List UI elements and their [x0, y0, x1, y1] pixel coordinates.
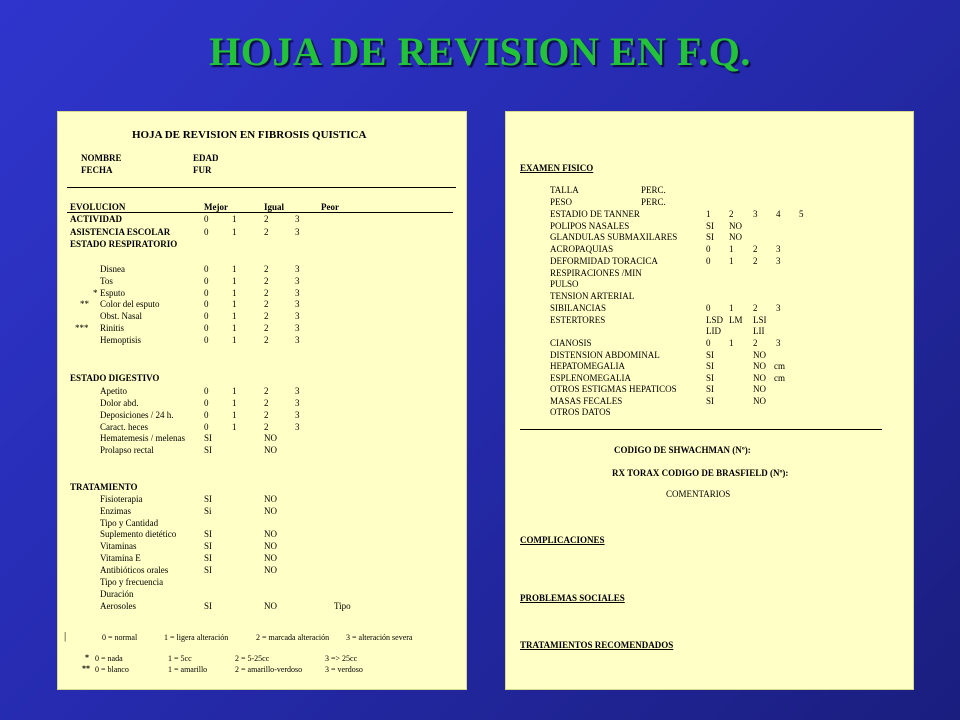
- color-legend-2: 2 = amarillo-verdoso: [235, 665, 303, 674]
- score-0: 0: [204, 323, 209, 333]
- row-label: Hemoptisis: [100, 335, 142, 345]
- score-3: 3: [776, 244, 781, 254]
- no-option: NO: [753, 361, 766, 371]
- score-0: 0: [204, 214, 209, 224]
- row-label: ESPLENOMEGALIA: [550, 373, 631, 383]
- score-1: 1: [232, 276, 237, 286]
- score-2: 2: [264, 227, 269, 237]
- score-1: 1: [232, 410, 237, 420]
- section-heading: EXAMEN FISICO: [520, 163, 594, 173]
- si-option: SI: [204, 445, 213, 455]
- form-sheet-left: [57, 111, 467, 690]
- score-2: 2: [264, 276, 269, 286]
- lobe-lsi: LSI: [753, 315, 767, 325]
- color-legend-3: 3 = verdoso: [325, 665, 363, 674]
- row-label: OTROS ESTIGMAS HEPATICOS: [550, 384, 677, 394]
- row-label: PESO: [550, 197, 573, 207]
- score-3: 3: [776, 338, 781, 348]
- score-2: 2: [264, 335, 269, 345]
- footnote-mark: **: [80, 299, 89, 309]
- no-option: NO: [264, 433, 277, 443]
- score-3: 3: [776, 303, 781, 313]
- score-1: 1: [232, 299, 237, 309]
- score-0: 0: [204, 398, 209, 408]
- score-1: 1: [232, 386, 237, 396]
- divider: [67, 212, 453, 213]
- score-3: 3: [776, 256, 781, 266]
- color-legend-0: 0 = blanco: [95, 665, 129, 674]
- si-option: SI: [706, 373, 715, 383]
- no-option: NO: [264, 445, 277, 455]
- comentarios-label: COMENTARIOS: [666, 489, 731, 499]
- legend-1: 1 = ligera alteración: [164, 633, 229, 642]
- row-label: Prolapso rectal: [100, 445, 154, 455]
- score-2: 2: [264, 323, 269, 333]
- stage-3: 3: [753, 209, 758, 219]
- score-0: 0: [204, 288, 209, 298]
- row-label: POLIPOS NASALES: [550, 221, 630, 231]
- score-0: 0: [204, 386, 209, 396]
- score-2: 2: [264, 264, 269, 274]
- si-option: SI: [706, 396, 715, 406]
- section-heading: COMPLICACIONES: [520, 535, 605, 545]
- row-label: DEFORMIDAD TORACICA: [550, 256, 658, 266]
- lobe-lid: LID: [706, 326, 721, 336]
- row-label: MASAS FECALES: [550, 396, 623, 406]
- score-3: 3: [295, 323, 300, 333]
- score-2: 2: [264, 299, 269, 309]
- row-label: Apetito: [100, 386, 127, 396]
- score-1: 1: [232, 422, 237, 432]
- score-3: 3: [295, 299, 300, 309]
- row-label: Suplemento dietético: [100, 529, 177, 539]
- no-option: NO: [264, 506, 277, 516]
- score-2: 2: [264, 410, 269, 420]
- row-label: Tos: [100, 276, 113, 286]
- score-0: 0: [706, 303, 711, 313]
- row-label: OTROS DATOS: [550, 407, 611, 417]
- score-0: 0: [706, 338, 711, 348]
- score-0: 0: [706, 244, 711, 254]
- margin-bar: |: [64, 630, 67, 642]
- si-option: SI: [706, 361, 715, 371]
- row-label: Esputo: [100, 288, 126, 298]
- no-option: NO: [753, 396, 766, 406]
- score-1: 1: [729, 338, 734, 348]
- score-3: 3: [295, 311, 300, 321]
- row-label: ESTERTORES: [550, 315, 606, 325]
- row-label: Disnea: [100, 264, 125, 274]
- row-label: SIBILANCIAS: [550, 303, 607, 313]
- score-2: 2: [753, 303, 758, 313]
- score-3: 3: [295, 288, 300, 298]
- score-2: 2: [753, 338, 758, 348]
- stage-1: 1: [706, 209, 711, 219]
- si-option: SI: [204, 601, 213, 611]
- stage-4: 4: [776, 209, 781, 219]
- score-2: 2: [264, 422, 269, 432]
- section-heading: ESTADO RESPIRATORIO: [70, 239, 178, 249]
- score-1: 1: [729, 244, 734, 254]
- row-label: HEPATOMEGALIA: [550, 361, 626, 371]
- no-option: NO: [264, 494, 277, 504]
- cm-unit: cm: [774, 361, 785, 371]
- score-0: 0: [204, 264, 209, 274]
- score-3: 3: [295, 398, 300, 408]
- section-heading: TRATAMIENTO: [70, 482, 138, 492]
- edad-label: EDAD: [193, 153, 219, 163]
- row-label: ASISTENCIA ESCOLAR: [70, 227, 171, 237]
- section-heading: ESTADO DIGESTIVO: [70, 373, 160, 383]
- si-option: Si: [204, 506, 212, 516]
- esputo-legend-1: 1 = 5cc: [168, 654, 192, 663]
- si-option: SI: [706, 384, 715, 394]
- score-3: 3: [295, 410, 300, 420]
- col-evolucion: EVOLUCION: [70, 202, 126, 212]
- row-label: Vitaminas: [100, 541, 137, 551]
- score-1: 1: [232, 398, 237, 408]
- score-3: 3: [295, 335, 300, 345]
- section-heading: PROBLEMAS SOCIALES: [520, 593, 625, 603]
- row-label: TENSION ARTERIAL: [550, 291, 635, 301]
- row-label: Caract. heces: [100, 422, 148, 432]
- esputo-legend-2: 2 = 5-25cc: [235, 654, 270, 663]
- fur-label: FUR: [193, 165, 212, 175]
- score-0: 0: [706, 256, 711, 266]
- score-1: 1: [729, 256, 734, 266]
- si-option: SI: [204, 494, 213, 504]
- score-0: 0: [204, 311, 209, 321]
- no-option: NO: [729, 221, 742, 231]
- score-1: 1: [232, 335, 237, 345]
- lobe-lsd: LSD: [706, 315, 724, 325]
- no-option: NO: [264, 601, 277, 611]
- score-1: 1: [232, 264, 237, 274]
- no-option: NO: [264, 541, 277, 551]
- stage-2: 2: [729, 209, 734, 219]
- form-sheet-right: [505, 111, 914, 690]
- no-option: NO: [753, 373, 766, 383]
- si-option: SI: [204, 541, 213, 551]
- row-label: RESPIRACIONES /MIN: [550, 268, 642, 278]
- divider: [67, 187, 456, 188]
- score-1: 1: [232, 311, 237, 321]
- lobe-lii: LII: [753, 326, 765, 336]
- col-igual: Igual: [264, 202, 285, 212]
- color-legend-1: 1 = amarillo: [168, 665, 208, 674]
- tipo-label: Tipo: [334, 601, 351, 611]
- perc-label: PERC.: [641, 197, 666, 207]
- no-option: NO: [729, 232, 742, 242]
- row-label: Duración: [100, 589, 134, 599]
- score-2: 2: [264, 398, 269, 408]
- row-label: Enzimas: [100, 506, 131, 516]
- row-label: Vitamina E: [100, 553, 141, 563]
- perc-label: PERC.: [641, 185, 666, 195]
- si-option: SI: [204, 529, 213, 539]
- esputo-legend-3: 3 => 25cc: [325, 654, 358, 663]
- row-label: Fisioterapia: [100, 494, 143, 504]
- score-0: 0: [204, 227, 209, 237]
- row-label: Deposiciones / 24 h.: [100, 410, 174, 420]
- shwachman-label: CODIGO DE SHWACHMAN (Nº):: [614, 445, 751, 455]
- row-label: ACROPAQUIAS: [550, 244, 614, 254]
- row-label: Color del esputo: [100, 299, 160, 309]
- score-1: 1: [729, 303, 734, 313]
- section-heading: TRATAMIENTOS RECOMENDADOS: [520, 640, 674, 650]
- row-label: Aerosoles: [100, 601, 136, 611]
- lobe-lm: LM: [729, 315, 743, 325]
- row-label: DISTENSION ABDOMINAL: [550, 350, 660, 360]
- score-0: 0: [204, 410, 209, 420]
- col-mejor: Mejor: [204, 202, 228, 212]
- score-2: 2: [264, 214, 269, 224]
- nombre-label: NOMBRE: [81, 153, 122, 163]
- sheet-heading: HOJA DE REVISION EN FIBROSIS QUISTICA: [132, 129, 367, 141]
- score-0: 0: [204, 422, 209, 432]
- score-1: 1: [232, 227, 237, 237]
- row-label: Hematemesis / melenas: [100, 433, 185, 443]
- si-option: SI: [706, 350, 715, 360]
- si-option: SI: [706, 221, 715, 231]
- score-0: 0: [204, 335, 209, 345]
- row-label: Obst. Nasal: [100, 311, 142, 321]
- row-label: Antibióticos orales: [100, 565, 169, 575]
- col-peor: Peor: [321, 202, 339, 212]
- score-2: 2: [753, 256, 758, 266]
- no-option: NO: [753, 384, 766, 394]
- score-3: 3: [295, 264, 300, 274]
- score-1: 1: [232, 323, 237, 333]
- stage-5: 5: [799, 209, 804, 219]
- score-2: 2: [264, 311, 269, 321]
- footnote-mark: **: [82, 664, 90, 673]
- row-label: GLANDULAS SUBMAXILARES: [550, 232, 678, 242]
- score-0: 0: [204, 299, 209, 309]
- page-title: HOJA DE REVISION EN F.Q.: [209, 29, 751, 74]
- score-2: 2: [264, 288, 269, 298]
- footnote-mark: ***: [75, 323, 89, 333]
- si-option: SI: [706, 232, 715, 242]
- footnote-mark: *: [85, 653, 89, 662]
- legend-2: 2 = marcada alteración: [256, 633, 330, 642]
- legend-3: 3 = alteración severa: [346, 633, 413, 642]
- esputo-legend-0: 0 = nada: [95, 654, 123, 663]
- footnote-mark: *: [93, 288, 98, 298]
- score-3: 3: [295, 386, 300, 396]
- row-label: Tipo y frecuencia: [100, 577, 164, 587]
- si-option: SI: [204, 433, 213, 443]
- score-2: 2: [264, 386, 269, 396]
- row-label: CIANOSIS: [550, 338, 592, 348]
- cm-unit: cm: [774, 373, 785, 383]
- row-label: Rinitis: [100, 323, 125, 333]
- row-label: TALLA: [550, 185, 579, 195]
- legend-0: 0 = normal: [102, 633, 138, 642]
- score-3: 3: [295, 276, 300, 286]
- score-1: 1: [232, 214, 237, 224]
- row-label: ESTADIO DE TANNER: [550, 209, 640, 219]
- row-label: Tipo y Cantidad: [100, 518, 159, 528]
- score-3: 3: [295, 227, 300, 237]
- row-label: Dolor abd.: [100, 398, 139, 408]
- row-label: PULSO: [550, 279, 579, 289]
- score-3: 3: [295, 214, 300, 224]
- no-option: NO: [753, 350, 766, 360]
- score-0: 0: [204, 276, 209, 286]
- score-2: 2: [753, 244, 758, 254]
- divider: [520, 429, 882, 430]
- no-option: NO: [264, 565, 277, 575]
- fecha-label: FECHA: [81, 165, 113, 175]
- si-option: SI: [204, 565, 213, 575]
- row-label: ACTIVIDAD: [70, 214, 123, 224]
- brasfield-label: RX TORAX CODIGO DE BRASFIELD (Nº):: [612, 468, 789, 478]
- no-option: NO: [264, 529, 277, 539]
- si-option: SI: [204, 553, 213, 563]
- score-1: 1: [232, 288, 237, 298]
- no-option: NO: [264, 553, 277, 563]
- score-3: 3: [295, 422, 300, 432]
